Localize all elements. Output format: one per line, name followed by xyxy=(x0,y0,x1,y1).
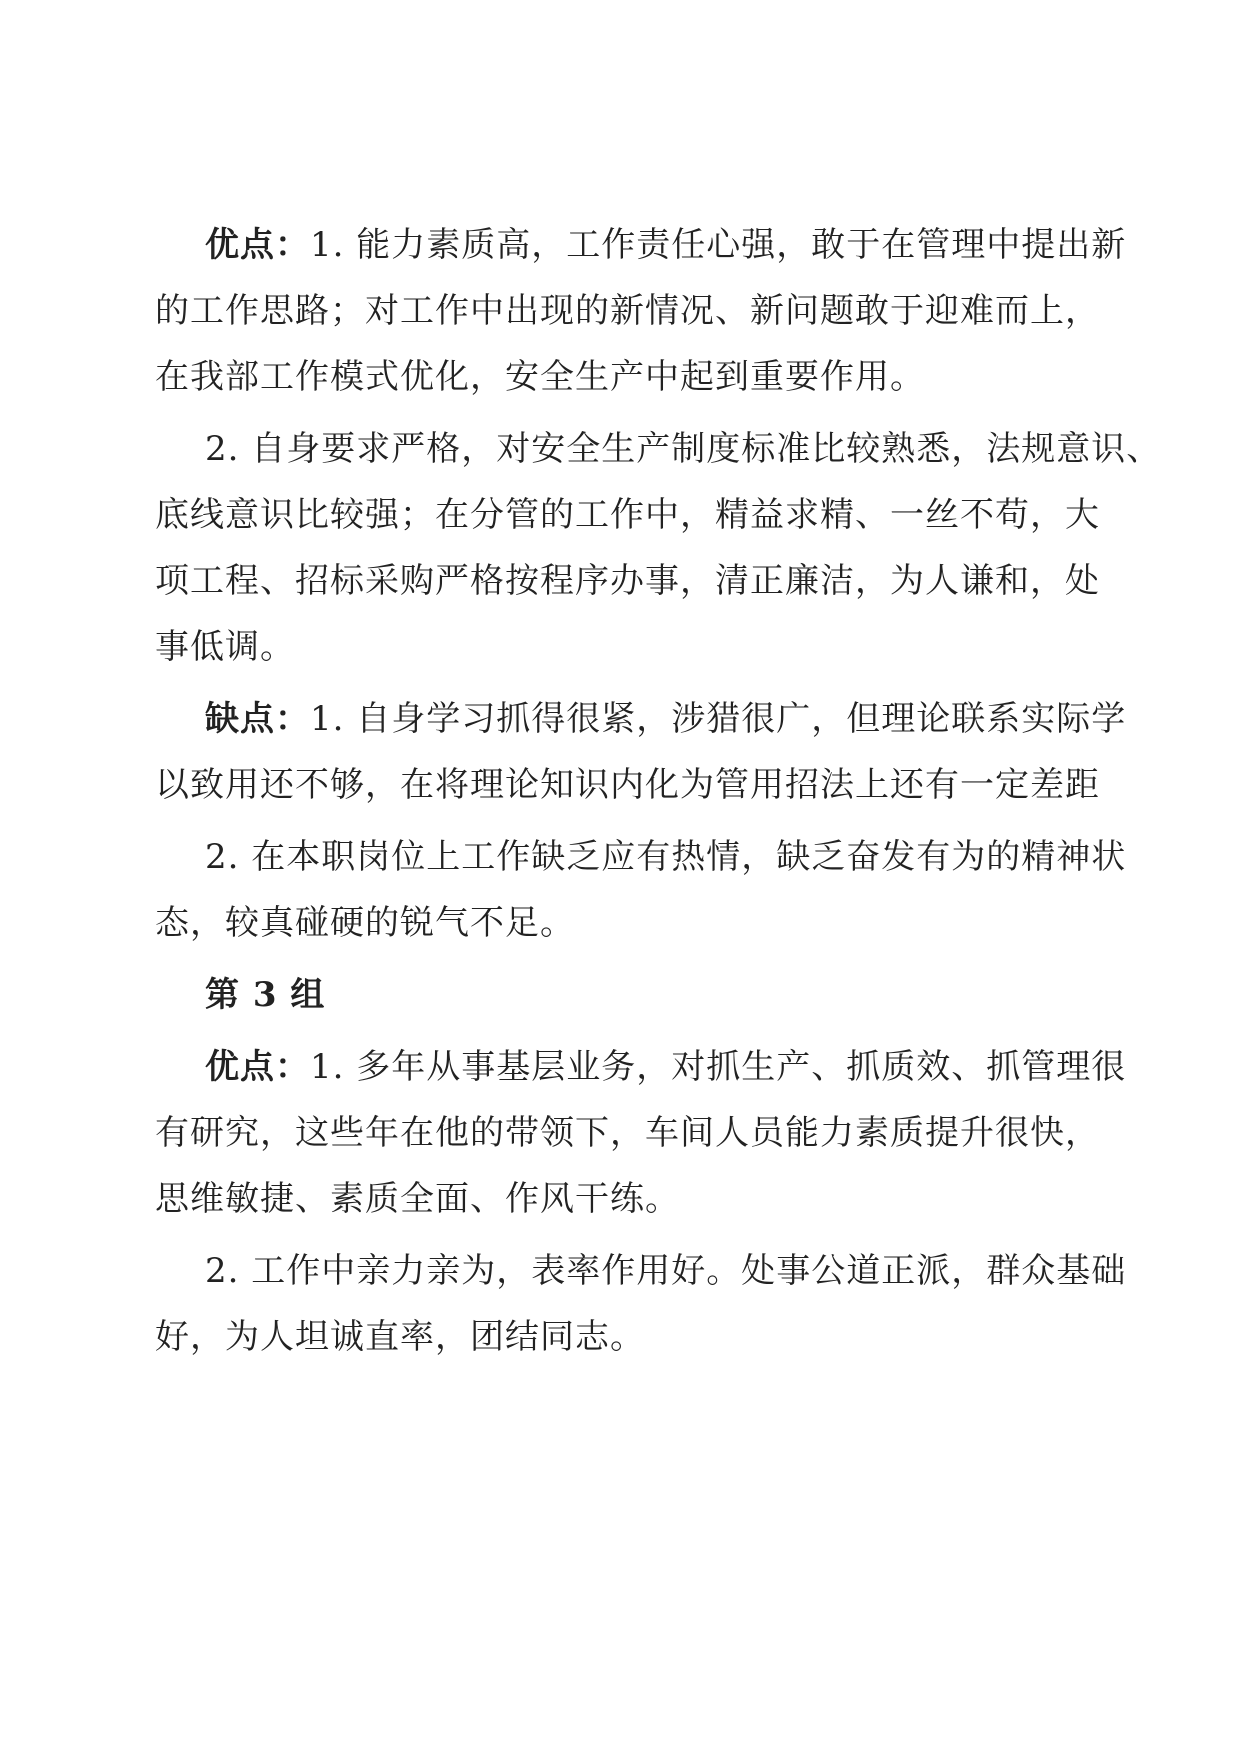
paragraph-line: 态，较真碰硬的锐气不足。 xyxy=(155,903,575,943)
paragraph-text: 1. 多年从事基层业务，对抓生产、抓质效、抓管理很 xyxy=(310,1047,1127,1087)
paragraph-line: 2. 自身要求严格，对安全生产制度标准比较熟悉，法规意识、 xyxy=(205,429,1162,469)
paragraph-line: 有研究，这些年在他的带领下，车间人员能力素质提升很快， xyxy=(155,1113,1100,1153)
weaknesses-paragraph-1 xyxy=(155,686,1127,818)
paragraph-line: 以致用还不够，在将理论知识内化为管用招法上还有一定差距 xyxy=(155,765,1100,805)
paragraph-line: 2. 工作中亲力亲为，表率作用好。处事公道正派，群众基础 xyxy=(205,1251,1127,1291)
paragraph-line: 事低调。 xyxy=(155,627,295,667)
paragraph-line: 2. 在本职岗位上工作缺乏应有热情，缺乏奋发有为的精神状 xyxy=(205,837,1127,877)
group3-strengths-paragraph-1 xyxy=(155,1034,1127,1232)
strengths-paragraph-1 xyxy=(155,212,1127,410)
paragraph-line: 项工程、招标采购严格按程序办事，清正廉洁，为人谦和，处 xyxy=(155,561,1100,601)
strengths-label: 优点： xyxy=(205,225,310,265)
document-page xyxy=(155,212,1162,1370)
paragraph-text: 1. 自身学习抓得很紧，涉猎很广，但理论联系实际学 xyxy=(310,699,1127,739)
strengths-paragraph-2 xyxy=(155,416,1162,680)
group-3-heading: 第 3 组 xyxy=(205,975,326,1015)
paragraph-line xyxy=(155,686,1127,752)
group-heading xyxy=(155,962,1095,1028)
paragraph-line: 在我部工作模式优化，安全生产中起到重要作用。 xyxy=(155,357,925,397)
weaknesses-label: 缺点： xyxy=(205,699,310,739)
paragraph-line xyxy=(155,212,1127,278)
strengths-label: 优点： xyxy=(205,1047,310,1087)
group3-strengths-paragraph-2 xyxy=(155,1238,1127,1370)
paragraph-line: 底线意识比较强；在分管的工作中，精益求精、一丝不苟，大 xyxy=(155,495,1100,535)
paragraph-text: 1. 能力素质高，工作责任心强，敢于在管理中提出新 xyxy=(310,225,1127,265)
weaknesses-paragraph-2 xyxy=(155,824,1127,956)
paragraph-line: 的工作思路；对工作中出现的新情况、新问题敢于迎难而上， xyxy=(155,291,1100,331)
paragraph-line: 思维敏捷、素质全面、作风干练。 xyxy=(155,1179,680,1219)
paragraph-line xyxy=(155,1034,1127,1100)
paragraph-line: 好，为人坦诚直率，团结同志。 xyxy=(155,1317,645,1357)
